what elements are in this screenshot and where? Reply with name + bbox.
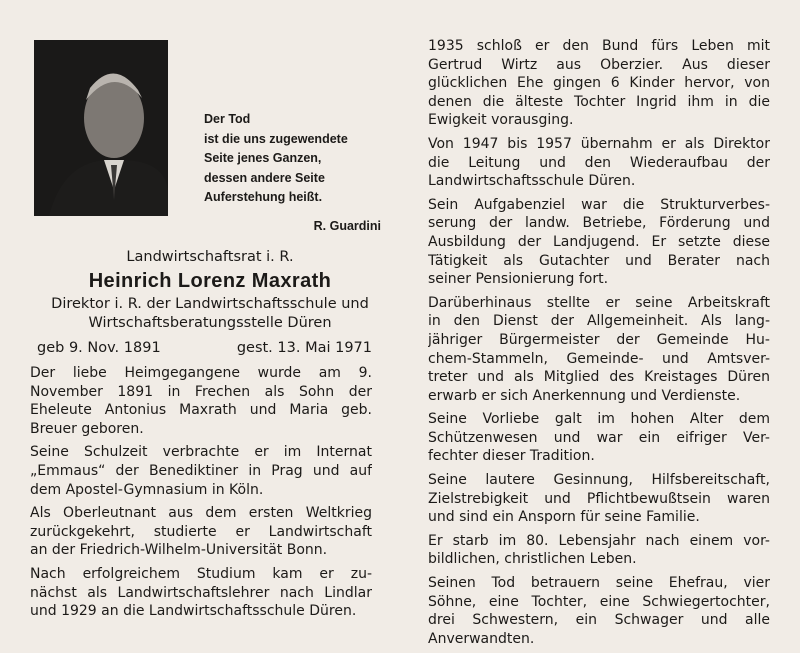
text-line: die Leitung und den Wiederaufbau der (428, 154, 770, 171)
role-line: Direktor i. R. der Landwirtschaftsschule und (51, 296, 369, 312)
biography-paragraph (428, 574, 770, 648)
guardini-quote (204, 110, 384, 236)
text-line: seiner Pensionierung fort. (428, 271, 609, 288)
biography-paragraph (428, 196, 770, 289)
text-line: Söhne, eine Tochter, eine Schwiegertochter, (428, 593, 770, 610)
deceased-name: Heinrich Lorenz Maxrath (88, 270, 332, 292)
text-line: Seine Vorliebe galt im hohen Alter dem (428, 411, 770, 428)
text-line: denen die älteste Tochter Ingrid ihm in die (428, 93, 770, 110)
text-line: Er starb im 80. Lebensjahr nach einem vor- (428, 532, 770, 549)
text-line: an der Friedrich-Wilhelm-Universität Bonn. (30, 542, 328, 559)
text-line: Breuer geboren. (30, 420, 144, 437)
text-line: Schützenwesen und war ein eifriger Ver- (428, 429, 770, 446)
text-line: erwarb er sich Anerkennung und Verdienste. (428, 387, 741, 404)
text-line: jähriger Bürgermeister der Gemeinde Hu- (428, 331, 770, 348)
text-line: 1935 schloß er den Bund fürs Leben mit (428, 38, 770, 54)
text-line: treter und als Mitglied des Kreistages Düren (428, 369, 770, 386)
text-line: Zielstrebigkeit und Pflichtbewußtsein waren (428, 490, 770, 507)
text-line: Seinen Tod betrauern seine Ehefrau, vier (428, 575, 770, 592)
text-line: drei Schwestern, ein Schwager und alle (428, 612, 770, 629)
text-line: und sind ein Ansporn für seine Familie. (428, 509, 700, 526)
text-line: dem Apostel-Gymnasium in Köln. (30, 481, 264, 498)
quote-line: Auferstehung heißt. (204, 190, 323, 204)
biography-paragraph (30, 364, 372, 438)
quote-line: ist die uns zugewendete (204, 131, 348, 146)
birth-date: geb 9. Nov. 1891 (37, 340, 161, 356)
role-line: Wirtschaftsberatungsstelle Düren (88, 314, 332, 331)
life-dates (37, 338, 372, 358)
biography-paragraph (428, 37, 770, 130)
biography-paragraph (428, 135, 770, 191)
text-line: nächst als Landwirtschaftslehrer nach Lindlar (30, 584, 372, 601)
text-line: „Emmaus“ der Benediktiner in Prag und auf (30, 462, 372, 479)
text-line: Ausbildung der Landjugend. Er setzte diese (428, 233, 770, 250)
text-line: Darüberhinaus stellte er seine Arbeitskraft (428, 294, 770, 311)
text-line: Seine Schulzeit verbrachte er im Internat (30, 444, 372, 461)
text-line: zurückgekehrt, studierte er Landwirtschaft (30, 523, 372, 540)
quote-author: R. Guardini (313, 218, 381, 233)
text-line: fechter dieser Tradition. (428, 448, 595, 465)
quote-line: dessen andere Seite (204, 170, 325, 185)
biography-right-column (428, 37, 770, 653)
biography-paragraph (428, 532, 770, 569)
biography-left-column (30, 364, 372, 626)
biography-paragraph (428, 471, 770, 527)
text-line: bildlichen, christlichen Leben. (428, 551, 637, 568)
death-date: gest. 13. Mai 1971 (236, 340, 372, 356)
text-line: glücklichen Ehe gingen 6 Kinder hervor, von (428, 75, 770, 92)
rank-title: Landwirtschaftsrat i. R. (126, 249, 294, 265)
biography-paragraph (30, 565, 372, 621)
text-line: Der liebe Heimgegangene wurde am 9. (30, 365, 372, 381)
text-line: Nach erfolgreichem Studium kam er zu- (30, 565, 372, 582)
text-line: Gertrud Wirtz aus Oberzier. Aus dieser (428, 56, 770, 73)
deceased-header (30, 247, 390, 332)
text-line: Landwirtschaftsschule Düren. (428, 173, 636, 190)
text-line: Von 1947 bis 1957 übernahm er als Direktor (428, 135, 770, 152)
text-line: Sein Aufgabenziel war die Strukturverbes- (428, 196, 770, 213)
text-line: Anverwandten. (428, 630, 535, 647)
biography-paragraph (428, 410, 770, 466)
text-line: Ewigkeit vorausging. (428, 112, 574, 129)
text-line: in den Dienst der Allgemeinheit. Als lang- (428, 313, 770, 330)
text-line: November 1891 in Frechen als Sohn der (30, 383, 372, 400)
quote-line: Seite jenes Ganzen, (204, 151, 322, 165)
portrait-photo (34, 40, 168, 216)
biography-paragraph (428, 294, 770, 406)
text-line: Tätigkeit als Gutachter und Berater nach (428, 252, 770, 269)
text-line: Als Oberleutnant aus dem ersten Weltkrieg (30, 505, 372, 522)
text-line: serung der landw. Betriebe, Förderung und (428, 215, 770, 232)
portrait-figure (34, 40, 168, 216)
text-line: Seine lautere Gesinnung, Hilfsbereitschaft, (428, 472, 770, 489)
biography-paragraph (30, 443, 372, 499)
text-line: Eheleute Antonius Maxrath und Maria geb. (30, 402, 372, 419)
quote-line: Der Tod (204, 112, 251, 126)
text-line: und 1929 an die Landwirtschaftsschule Düren. (30, 603, 357, 620)
biography-paragraph (30, 504, 372, 560)
text-line: chem-Stammeln, Gemeinde- und Amtsver- (428, 350, 770, 367)
